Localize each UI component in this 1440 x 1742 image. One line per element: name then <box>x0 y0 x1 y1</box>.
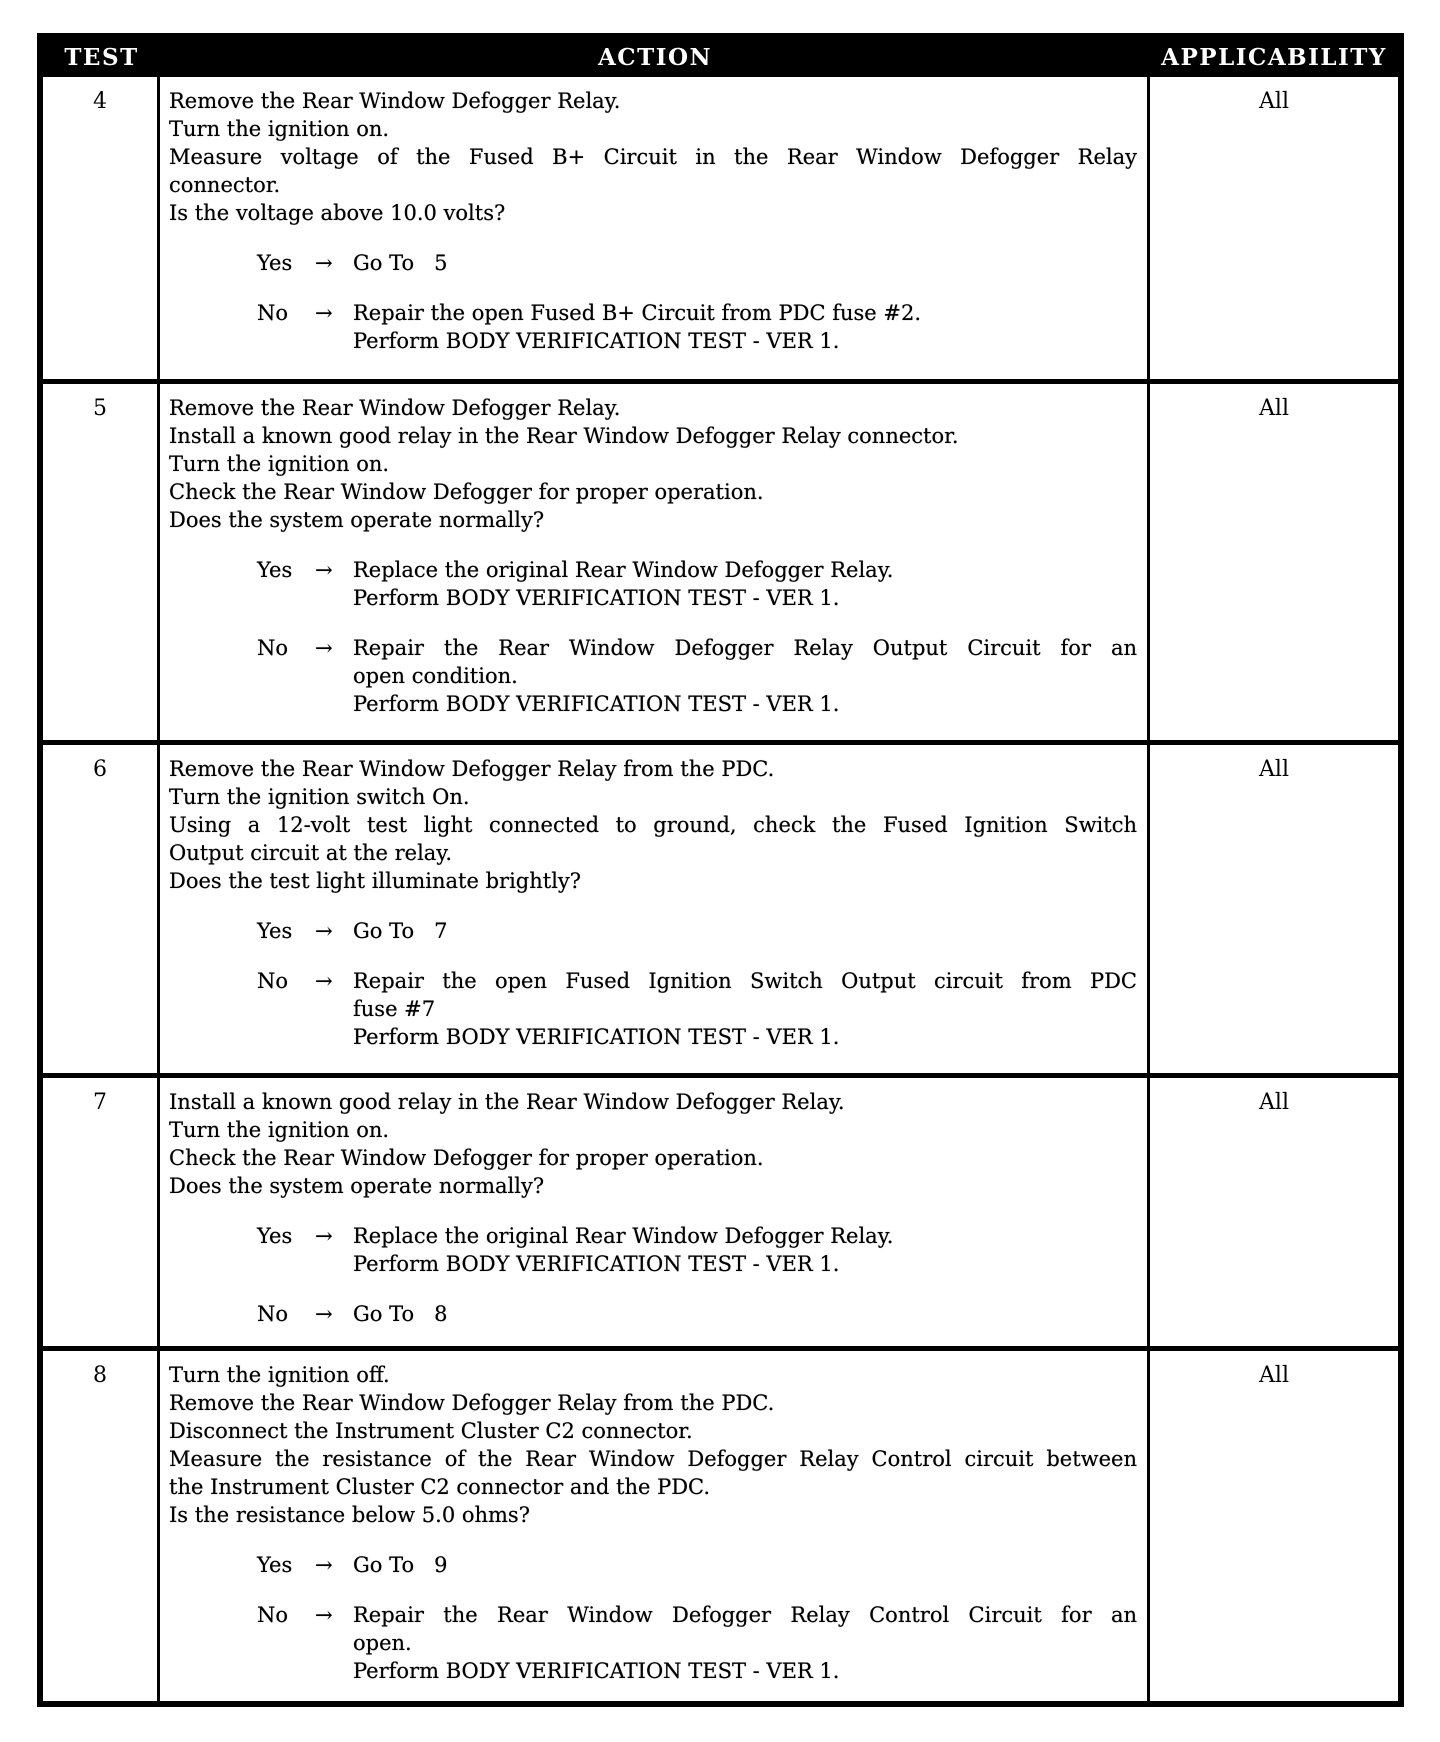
table-row <box>43 379 1398 740</box>
answers <box>169 249 1137 355</box>
answer-label-text: Yes <box>257 558 293 582</box>
action-paragraph <box>169 394 1137 534</box>
column-header-applicability: APPLICABILITY <box>1161 44 1387 71</box>
answer-label-text: Yes <box>257 1553 293 1577</box>
action-line: Remove the Rear Window Defogger Relay from the PDC. <box>169 757 775 781</box>
answer-line: open. <box>353 1631 412 1655</box>
answer-text <box>353 299 1137 355</box>
test-number: 7 <box>93 1090 107 1115</box>
answer-text <box>353 1601 1137 1685</box>
answer-line: Go To 9 <box>353 1553 448 1577</box>
action-line: Remove the Rear Window Defogger Relay. <box>169 396 621 420</box>
column-header-action: ACTION <box>597 44 713 71</box>
test-number-cell <box>43 745 160 1073</box>
answer-block <box>257 1222 1137 1278</box>
action-line: connector. <box>169 173 281 197</box>
action-line: Is the resistance below 5.0 ohms? <box>169 1503 530 1527</box>
action-line: Turn the ignition on. <box>169 1118 390 1142</box>
arrow-icon: → <box>315 919 333 943</box>
action-line: Disconnect the Instrument Cluster C2 connector. <box>169 1419 693 1443</box>
action-line: Does the system operate normally? <box>169 508 545 532</box>
action-line: Is the voltage above 10.0 volts? <box>169 201 506 225</box>
answer-text <box>353 1300 1137 1328</box>
test-number: 6 <box>93 757 107 782</box>
action-line: Turn the ignition on. <box>169 452 390 476</box>
answer-text <box>353 967 1137 1051</box>
applicability-cell <box>1150 384 1398 740</box>
applicability-value: All <box>1259 1090 1289 1115</box>
answer-line: Perform BODY VERIFICATION TEST - VER 1. <box>353 329 840 353</box>
answer-line: fuse #7 <box>353 997 436 1021</box>
test-number: 4 <box>93 89 107 114</box>
test-number-cell <box>43 1351 160 1701</box>
table-row <box>43 740 1398 1073</box>
applicability-cell <box>1150 745 1398 1073</box>
answer-block <box>257 634 1137 718</box>
table-row <box>43 77 1398 379</box>
answer-label-text: No <box>257 1302 289 1326</box>
answers <box>169 1551 1137 1685</box>
arrow-icon: → <box>315 1224 333 1248</box>
action-line: the Instrument Cluster C2 connector and the PDC. <box>169 1475 711 1499</box>
test-number-cell <box>43 1078 160 1346</box>
action-cell <box>160 77 1150 379</box>
column-header-test: TEST <box>64 44 139 71</box>
answer-line: Go To 8 <box>353 1302 448 1326</box>
action-line: Install a known good relay in the Rear Window Defogger Relay. <box>169 1090 845 1114</box>
answer-line: Perform BODY VERIFICATION TEST - VER 1. <box>353 586 840 610</box>
diagnostic-test-table <box>37 33 1404 1707</box>
answers <box>169 1222 1137 1328</box>
answer-text <box>353 249 1137 277</box>
test-number: 5 <box>93 396 107 421</box>
answer-line: Repair the open Fused Ignition Switch Output circuit from PDC <box>353 969 1137 993</box>
answers <box>169 556 1137 718</box>
answer-label-text: No <box>257 636 289 660</box>
table-body <box>43 77 1398 1701</box>
action-line: Remove the Rear Window Defogger Relay. <box>169 89 621 113</box>
test-number: 8 <box>93 1363 107 1388</box>
arrow-icon: → <box>315 1553 333 1577</box>
arrow-icon: → <box>315 969 333 993</box>
answer-line: Perform BODY VERIFICATION TEST - VER 1. <box>353 1252 840 1276</box>
answer-label <box>257 917 315 945</box>
action-paragraph <box>169 1088 1137 1200</box>
arrow-icon: → <box>315 251 333 275</box>
answer-block <box>257 1551 1137 1579</box>
answer-label <box>257 1601 315 1685</box>
answer-block <box>257 1601 1137 1685</box>
table-header-row <box>43 39 1398 77</box>
test-number-cell <box>43 77 160 379</box>
action-line: Check the Rear Window Defogger for proper operation. <box>169 480 764 504</box>
answer-line: Perform BODY VERIFICATION TEST - VER 1. <box>353 692 840 716</box>
answer-label-text: Yes <box>257 251 293 275</box>
answer-line: Go To 7 <box>353 919 448 943</box>
answer-label <box>257 634 315 718</box>
answer-block <box>257 299 1137 355</box>
action-line: Install a known good relay in the Rear Window Defogger Relay connector. <box>169 424 959 448</box>
answer-label-text: Yes <box>257 1224 293 1248</box>
applicability-value: All <box>1259 757 1289 782</box>
answer-block <box>257 556 1137 612</box>
answer-label <box>257 299 315 355</box>
answer-text <box>353 556 1137 612</box>
answer-block <box>257 917 1137 945</box>
action-line: Does the test light illuminate brightly? <box>169 869 582 893</box>
applicability-cell <box>1150 1078 1398 1346</box>
answer-label-text: No <box>257 969 289 993</box>
action-line: Output circuit at the relay. <box>169 841 453 865</box>
answer-block <box>257 1300 1137 1328</box>
answer-line: Repair the Rear Window Defogger Relay Output Circuit for an <box>353 636 1137 660</box>
answer-label <box>257 1222 315 1278</box>
answer-label-text: No <box>257 1603 289 1627</box>
answer-label <box>257 967 315 1051</box>
applicability-value: All <box>1259 1363 1289 1388</box>
action-cell <box>160 1351 1150 1701</box>
test-number-cell <box>43 384 160 740</box>
action-line: Measure the resistance of the Rear Window Defogger Relay Control circuit between <box>169 1447 1137 1471</box>
answer-text <box>353 1551 1137 1579</box>
action-paragraph <box>169 87 1137 227</box>
applicability-cell <box>1150 1351 1398 1701</box>
action-cell <box>160 1078 1150 1346</box>
answer-line: Perform BODY VERIFICATION TEST - VER 1. <box>353 1659 840 1683</box>
answer-label <box>257 556 315 612</box>
action-paragraph <box>169 1361 1137 1529</box>
answers <box>169 917 1137 1051</box>
answer-label <box>257 1300 315 1328</box>
arrow-icon: → <box>315 301 333 325</box>
answer-line: Repair the Rear Window Defogger Relay Control Circuit for an <box>353 1603 1137 1627</box>
action-line: Remove the Rear Window Defogger Relay from the PDC. <box>169 1391 775 1415</box>
action-line: Using a 12-volt test light connected to ground, check the Fused Ignition Switch <box>169 813 1137 837</box>
action-paragraph <box>169 755 1137 895</box>
arrow-icon: → <box>315 558 333 582</box>
answer-line: open condition. <box>353 664 518 688</box>
answer-label-text: No <box>257 301 289 325</box>
answer-line: Replace the original Rear Window Defogger Relay. <box>353 1224 894 1248</box>
answer-label <box>257 1551 315 1579</box>
action-cell <box>160 745 1150 1073</box>
answer-line: Go To 5 <box>353 251 448 275</box>
answer-label-text: Yes <box>257 919 293 943</box>
action-line: Turn the ignition off. <box>169 1363 390 1387</box>
answer-block <box>257 967 1137 1051</box>
answer-block <box>257 249 1137 277</box>
action-line: Turn the ignition on. <box>169 117 390 141</box>
action-line: Turn the ignition switch On. <box>169 785 470 809</box>
answer-text <box>353 634 1137 718</box>
table-row <box>43 1346 1398 1701</box>
action-cell <box>160 384 1150 740</box>
answer-line: Perform BODY VERIFICATION TEST - VER 1. <box>353 1025 840 1049</box>
table-row <box>43 1073 1398 1346</box>
applicability-value: All <box>1259 89 1289 114</box>
action-line: Check the Rear Window Defogger for proper operation. <box>169 1146 764 1170</box>
action-line: Does the system operate normally? <box>169 1174 545 1198</box>
answer-line: Repair the open Fused B+ Circuit from PDC fuse #2. <box>353 301 922 325</box>
answer-label <box>257 249 315 277</box>
applicability-value: All <box>1259 396 1289 421</box>
arrow-icon: → <box>315 1302 333 1326</box>
arrow-icon: → <box>315 636 333 660</box>
answer-line: Replace the original Rear Window Defogger Relay. <box>353 558 894 582</box>
answer-text <box>353 1222 1137 1278</box>
arrow-icon: → <box>315 1603 333 1627</box>
applicability-cell <box>1150 77 1398 379</box>
answer-text <box>353 917 1137 945</box>
action-line: Measure voltage of the Fused B+ Circuit in the Rear Window Defogger Relay <box>169 145 1137 169</box>
